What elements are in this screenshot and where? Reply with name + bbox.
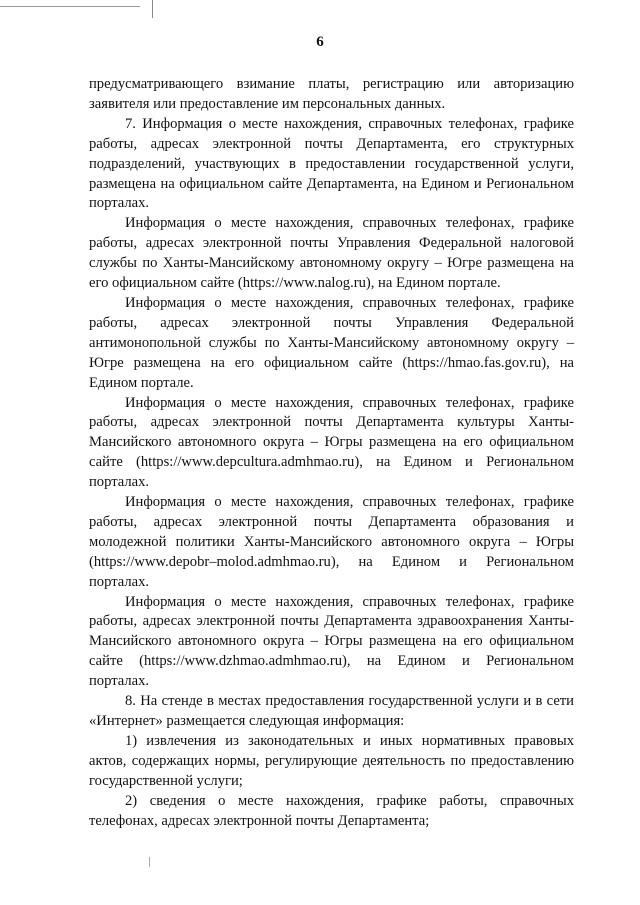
paragraph-culture-info: Информация о месте нахождения, справочных телефонах, графике работы, адресах электронной почты Департамента культуры Ханты-Мансийского автономного округа – Югры размещена на его официальном сайте (https://www.depcultura.admhmao.ru), на Едином и Региональном порталах. (89, 394, 574, 491)
page-number: 6 (316, 34, 324, 50)
list-item-2: 2) сведения о месте нахождения, графике работы, справочных телефонах, адресах электронной почты Департамента; (89, 792, 574, 829)
paragraph-item-7: 7. Информация о месте нахождения, справочных телефонах, графике работы, адресах электронной почты Департамента, его структурных подразделений, участвующих в предоставлении государственной услуги, размещена на официальном сайте Департамента, на Едином и Региональном порталах. (89, 115, 574, 212)
scan-margin-mark-bottom (149, 857, 150, 867)
paragraph-item-8: 8. На стенде в местах предоставления государственной услуги и в сети «Интернет» размещается следующая информация: (89, 693, 574, 729)
scan-edge-line (0, 6, 140, 7)
list-item-1: 1) извлечения из законодательных и иных нормативных правовых актов, содержащих нормы, регулирующие деятельность по предоставлению государственной услуги; (89, 732, 574, 789)
paragraph-health-info: Информация о месте нахождения, справочных телефонах, графике работы, адресах электронной почты Департамента здравоохранения Ханты-Мансийского автономного округа – Югры размещена на его официальном сайте (https://www.dzhmao.admhmao.ru), на Едином и Региональном порталах. (89, 593, 574, 690)
paragraph-nalog-info: Информация о месте нахождения, справочных телефонах, графике работы, адресах электронной почты Управления Федеральной налоговой службы по Ханты-Мансийскому автономному округу – Югре размещена на его официальном сайте (https://www.nalog.ru), на Едином портале. (89, 215, 574, 292)
document-body (89, 75, 574, 831)
paragraph-fas-info: Информация о месте нахождения, справочных телефонах, графике работы, адресах электронной почты Управления Федеральной антимонопольной службы по Ханты-Мансийскому автономному округу – Югре размещена на его официальном сайте (https://hmao.fas.gov.ru), на Едином портале. (89, 294, 574, 391)
paragraph-education-info: Информация о месте нахождения, справочных телефонах, графике работы, адресах электронной почты Департамента образования и молодежной политики Ханты-Мансийского автономного округа – Югры (https://www.depobr–molod.admhmao.ru), на Едином и Региональном порталах. (89, 494, 574, 590)
scan-margin-mark (152, 0, 153, 18)
paragraph-continuation: предусматривающего взимание платы, регистрацию или авторизацию заявителя или предоставление им персональных данных. (89, 76, 574, 112)
